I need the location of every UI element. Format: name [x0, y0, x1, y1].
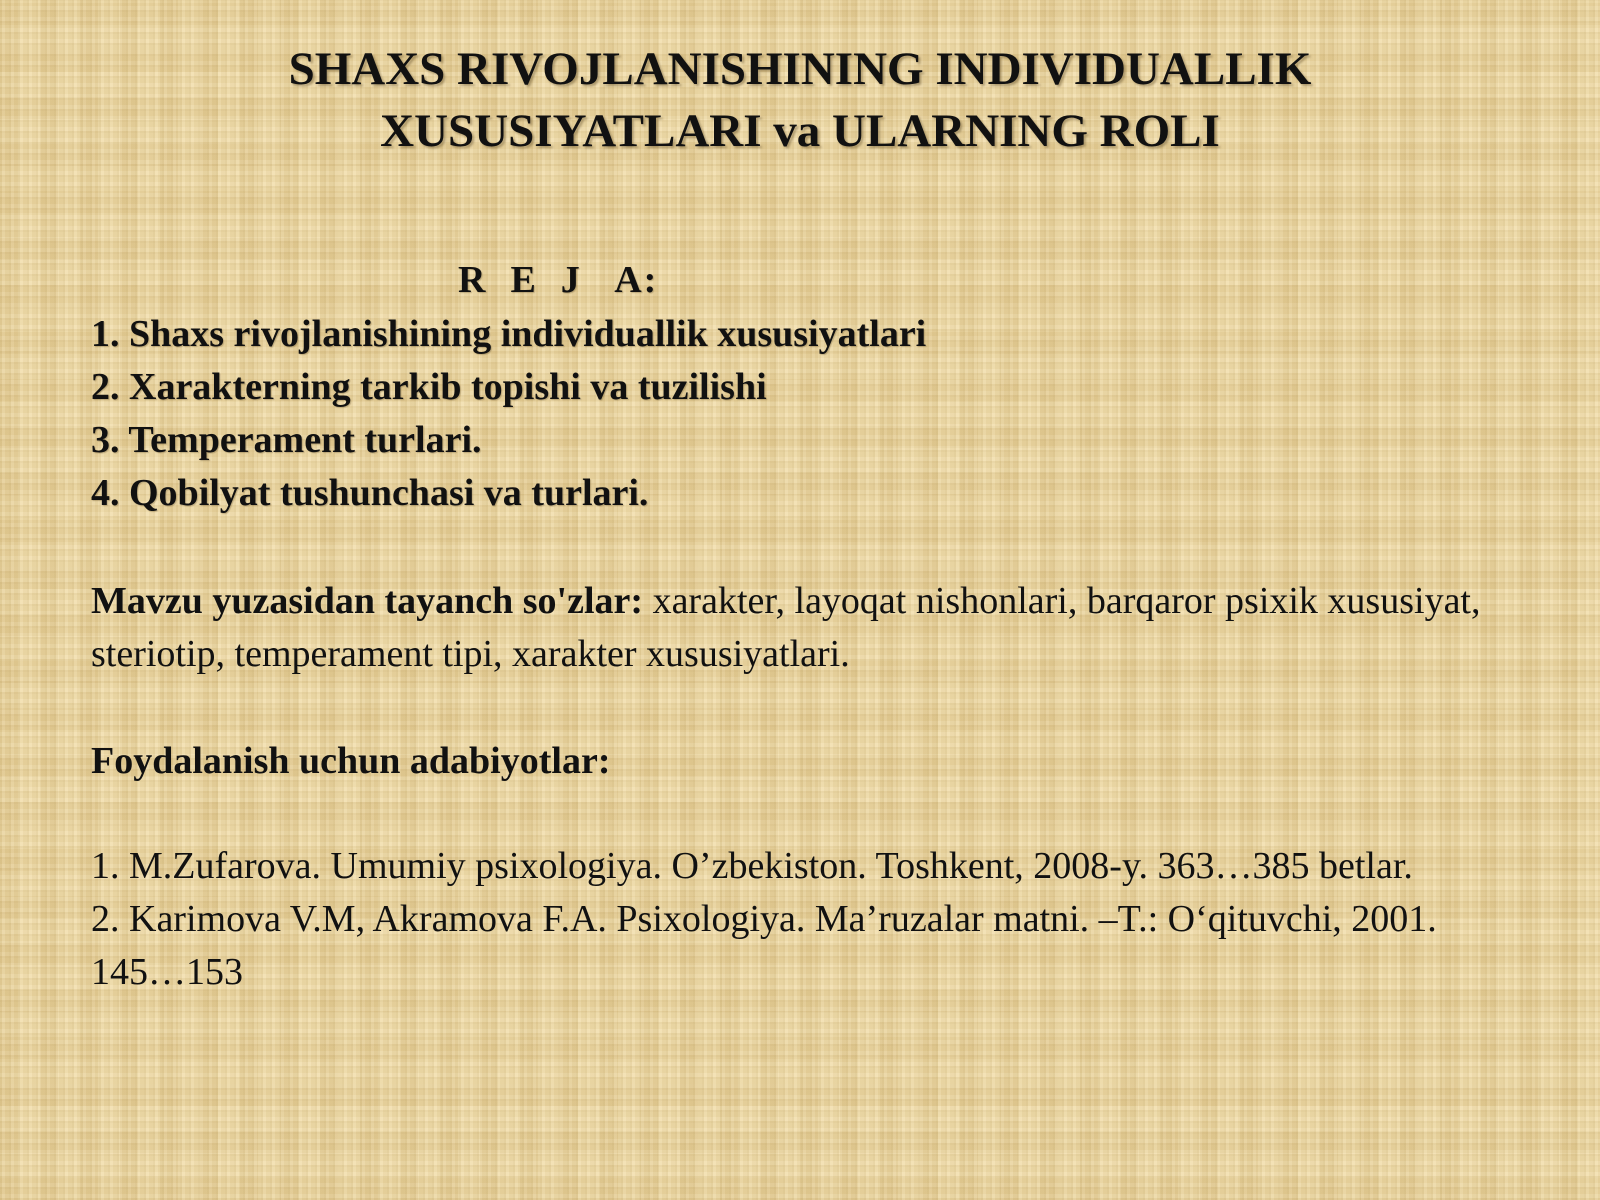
keywords-paragraph: [91, 575, 1531, 681]
plan-heading: R E J A:: [458, 259, 659, 301]
literature-item: 2. Karimova V.M, Akramova F.A. Psixologiya. Ma’ruzalar matni. –T.: O‘qituvchi, 2001. 145…153: [91, 898, 1437, 993]
slide-title-line-2: XUSUSIYATLARI va ULARNING ROLI: [380, 105, 1220, 157]
literature-list: [91, 840, 1531, 999]
keywords-text: xarakter, layoqat nishonlari, barqaror psixik xususiyat, steriotip, temperament tipi, xarakter xususiyatlari.: [91, 580, 1481, 675]
slide-title: [120, 38, 1480, 162]
plan-item: 1. Shaxs rivojlanishining individuallik xususiyatlari: [91, 313, 927, 355]
plan-list: [91, 308, 926, 520]
plan-item: 4. Qobilyat tushunchasi va turlari.: [91, 472, 649, 514]
plan-item: 2. Xarakterning tarkib topishi va tuzilishi: [91, 366, 767, 408]
plan-item: 3. Temperament turlari.: [91, 419, 482, 461]
slide-title-line-1: SHAXS RIVOJLANISHINING INDIVIDUALLIK: [288, 43, 1312, 95]
keywords-label: Mavzu yuzasidan tayanch so'zlar:: [91, 580, 644, 622]
literature-item: 1. M.Zufarova. Umumiy psixologiya. O’zbekiston. Toshkent, 2008-y. 363…385 betlar.: [91, 845, 1413, 887]
literature-heading: Foydalanish uchun adabiyotlar:: [91, 740, 611, 782]
